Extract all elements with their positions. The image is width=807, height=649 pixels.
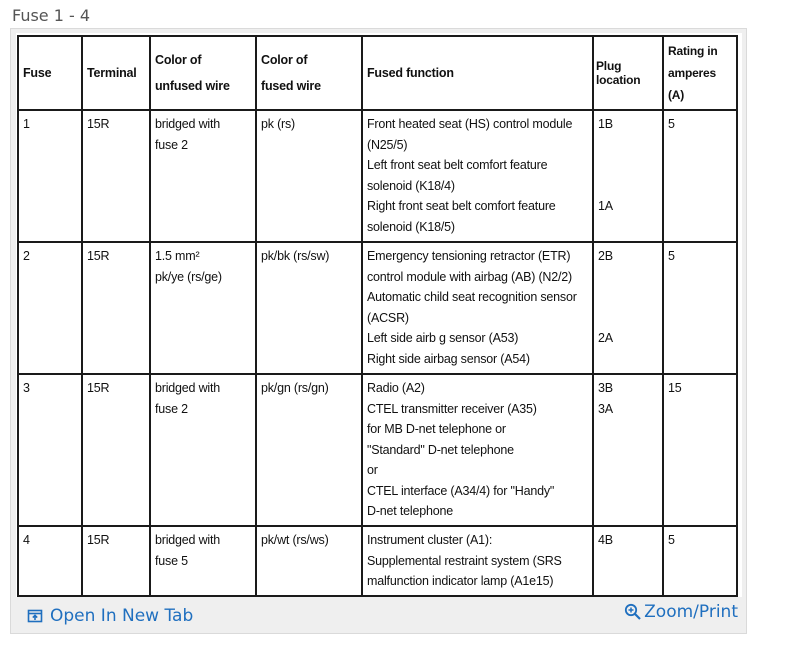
text-line: Instrument cluster (A1):: [367, 533, 493, 547]
image-actions-bar: [11, 597, 746, 633]
text-line: "Standard" D-net telephone: [367, 442, 514, 457]
cell-rating: 15: [663, 374, 737, 526]
text-line: Automatic child seat recognition sensor: [367, 290, 577, 304]
text-line: CTEL transmitter receiver (A35): [367, 401, 537, 416]
text-line: fuse 5: [155, 553, 188, 568]
text-line: 3A: [598, 401, 613, 416]
cell-fused-wire: pk/wt (rs/ws): [256, 526, 362, 596]
cell-fused-function: [362, 110, 593, 242]
text-line: 2B: [598, 249, 613, 263]
header-rating: [663, 36, 737, 110]
cell-fused-wire: pk/bk (rs/sw): [256, 242, 362, 374]
header-fused-line2: fused wire: [261, 79, 321, 93]
cell-unfused-wire: [150, 374, 256, 526]
open-new-tab-link[interactable]: [27, 606, 193, 626]
cell-fused-function: [362, 242, 593, 374]
cell-unfused-wire: [150, 110, 256, 242]
text-line: Front heated seat (HS) control module: [367, 117, 573, 131]
zoom-in-icon: [624, 603, 642, 621]
cell-rating: 5: [663, 242, 737, 374]
zoom-print-label: Zoom/Print: [644, 602, 738, 622]
cell-fuse: 3: [18, 374, 82, 526]
header-unfused-line1: Color of: [155, 53, 202, 67]
table-row: [18, 374, 737, 526]
text-line: pk/ye (rs/ge): [155, 269, 222, 284]
cell-rating: 5: [663, 526, 737, 596]
text-line: D-net telephone: [367, 504, 453, 518]
cell-plug-location: [593, 374, 663, 526]
text-line: CTEL interface (A34/4) for "Handy": [367, 483, 555, 498]
header-rating-line2: amperes (A): [668, 66, 716, 102]
header-terminal: Terminal: [82, 36, 150, 110]
cell-rating: 5: [663, 110, 737, 242]
cell-plug-location: [593, 242, 663, 374]
header-unfused-line2: unfused wire: [155, 79, 230, 93]
text-line: 1.5 mm²: [155, 249, 200, 263]
text-line: solenoid (K18/4): [367, 178, 455, 193]
fuse-table: [17, 35, 738, 597]
text-line: control module with airbag (AB) (N2/2): [367, 269, 572, 284]
cell-fuse: 1: [18, 110, 82, 242]
text-line: 1B: [598, 117, 613, 131]
header-unfused-wire: [150, 36, 256, 110]
text-line: solenoid (K18/5): [367, 219, 455, 234]
cell-fused-wire: pk (rs): [256, 110, 362, 242]
header-rating-line1: Rating in: [668, 44, 718, 58]
open-in-new-tab-icon: [27, 608, 43, 624]
header-fused-function: Fused function: [362, 36, 593, 110]
text-line: Radio (A2): [367, 381, 425, 395]
header-fused-wire: [256, 36, 362, 110]
header-fuse: Fuse: [18, 36, 82, 110]
text-line: bridged with: [155, 533, 221, 547]
text-line: 1A: [598, 199, 613, 213]
fuse-table-image[interactable]: [16, 33, 742, 597]
page-title: Fuse 1 - 4: [12, 6, 91, 25]
image-frame: [10, 28, 747, 634]
text-line: fuse 2: [155, 137, 188, 152]
cell-unfused-wire: [150, 242, 256, 374]
cell-plug-location: [593, 526, 663, 596]
text-line: 4B: [598, 533, 613, 547]
cell-unfused-wire: [150, 526, 256, 596]
text-line: Supplemental restraint system (SRS: [367, 553, 562, 568]
table-header-row: [18, 36, 737, 110]
zoom-print-link[interactable]: [624, 602, 738, 622]
cell-terminal: 15R: [82, 526, 150, 596]
text-line: bridged with: [155, 117, 221, 131]
cell-terminal: 15R: [82, 242, 150, 374]
cell-fuse: 2: [18, 242, 82, 374]
header-fused-line1: Color of: [261, 53, 308, 67]
text-line: bridged with: [155, 381, 221, 395]
text-line: 2A: [598, 331, 613, 345]
text-line: malfunction indicator lamp (A1e15): [367, 574, 554, 588]
text-line: (N25/5): [367, 137, 408, 152]
text-line: Left front seat belt comfort feature: [367, 158, 548, 172]
text-line: 3B: [598, 381, 613, 395]
text-line: Right front seat belt comfort feature: [367, 199, 556, 213]
text-line: or: [367, 463, 378, 477]
open-new-tab-label: Open In New Tab: [50, 606, 194, 626]
cell-fused-function: [362, 526, 593, 596]
table-row: [18, 526, 737, 596]
text-line: Right side airbag sensor (A54): [367, 351, 530, 366]
text-line: (ACSR): [367, 310, 409, 325]
cell-terminal: 15R: [82, 374, 150, 526]
table-row: [18, 242, 737, 374]
cell-plug-location: [593, 110, 663, 242]
text-line: Left side airb g sensor (A53): [367, 331, 519, 345]
header-plug-location: Plug location: [593, 36, 663, 110]
text-line: for MB D-net telephone or: [367, 422, 506, 436]
cell-fused-function: [362, 374, 593, 526]
cell-terminal: 15R: [82, 110, 150, 242]
cell-fuse: 4: [18, 526, 82, 596]
text-line: Emergency tensioning retractor (ETR): [367, 249, 571, 263]
cell-fused-wire: pk/gn (rs/gn): [256, 374, 362, 526]
table-row: [18, 110, 737, 242]
text-line: fuse 2: [155, 401, 188, 416]
